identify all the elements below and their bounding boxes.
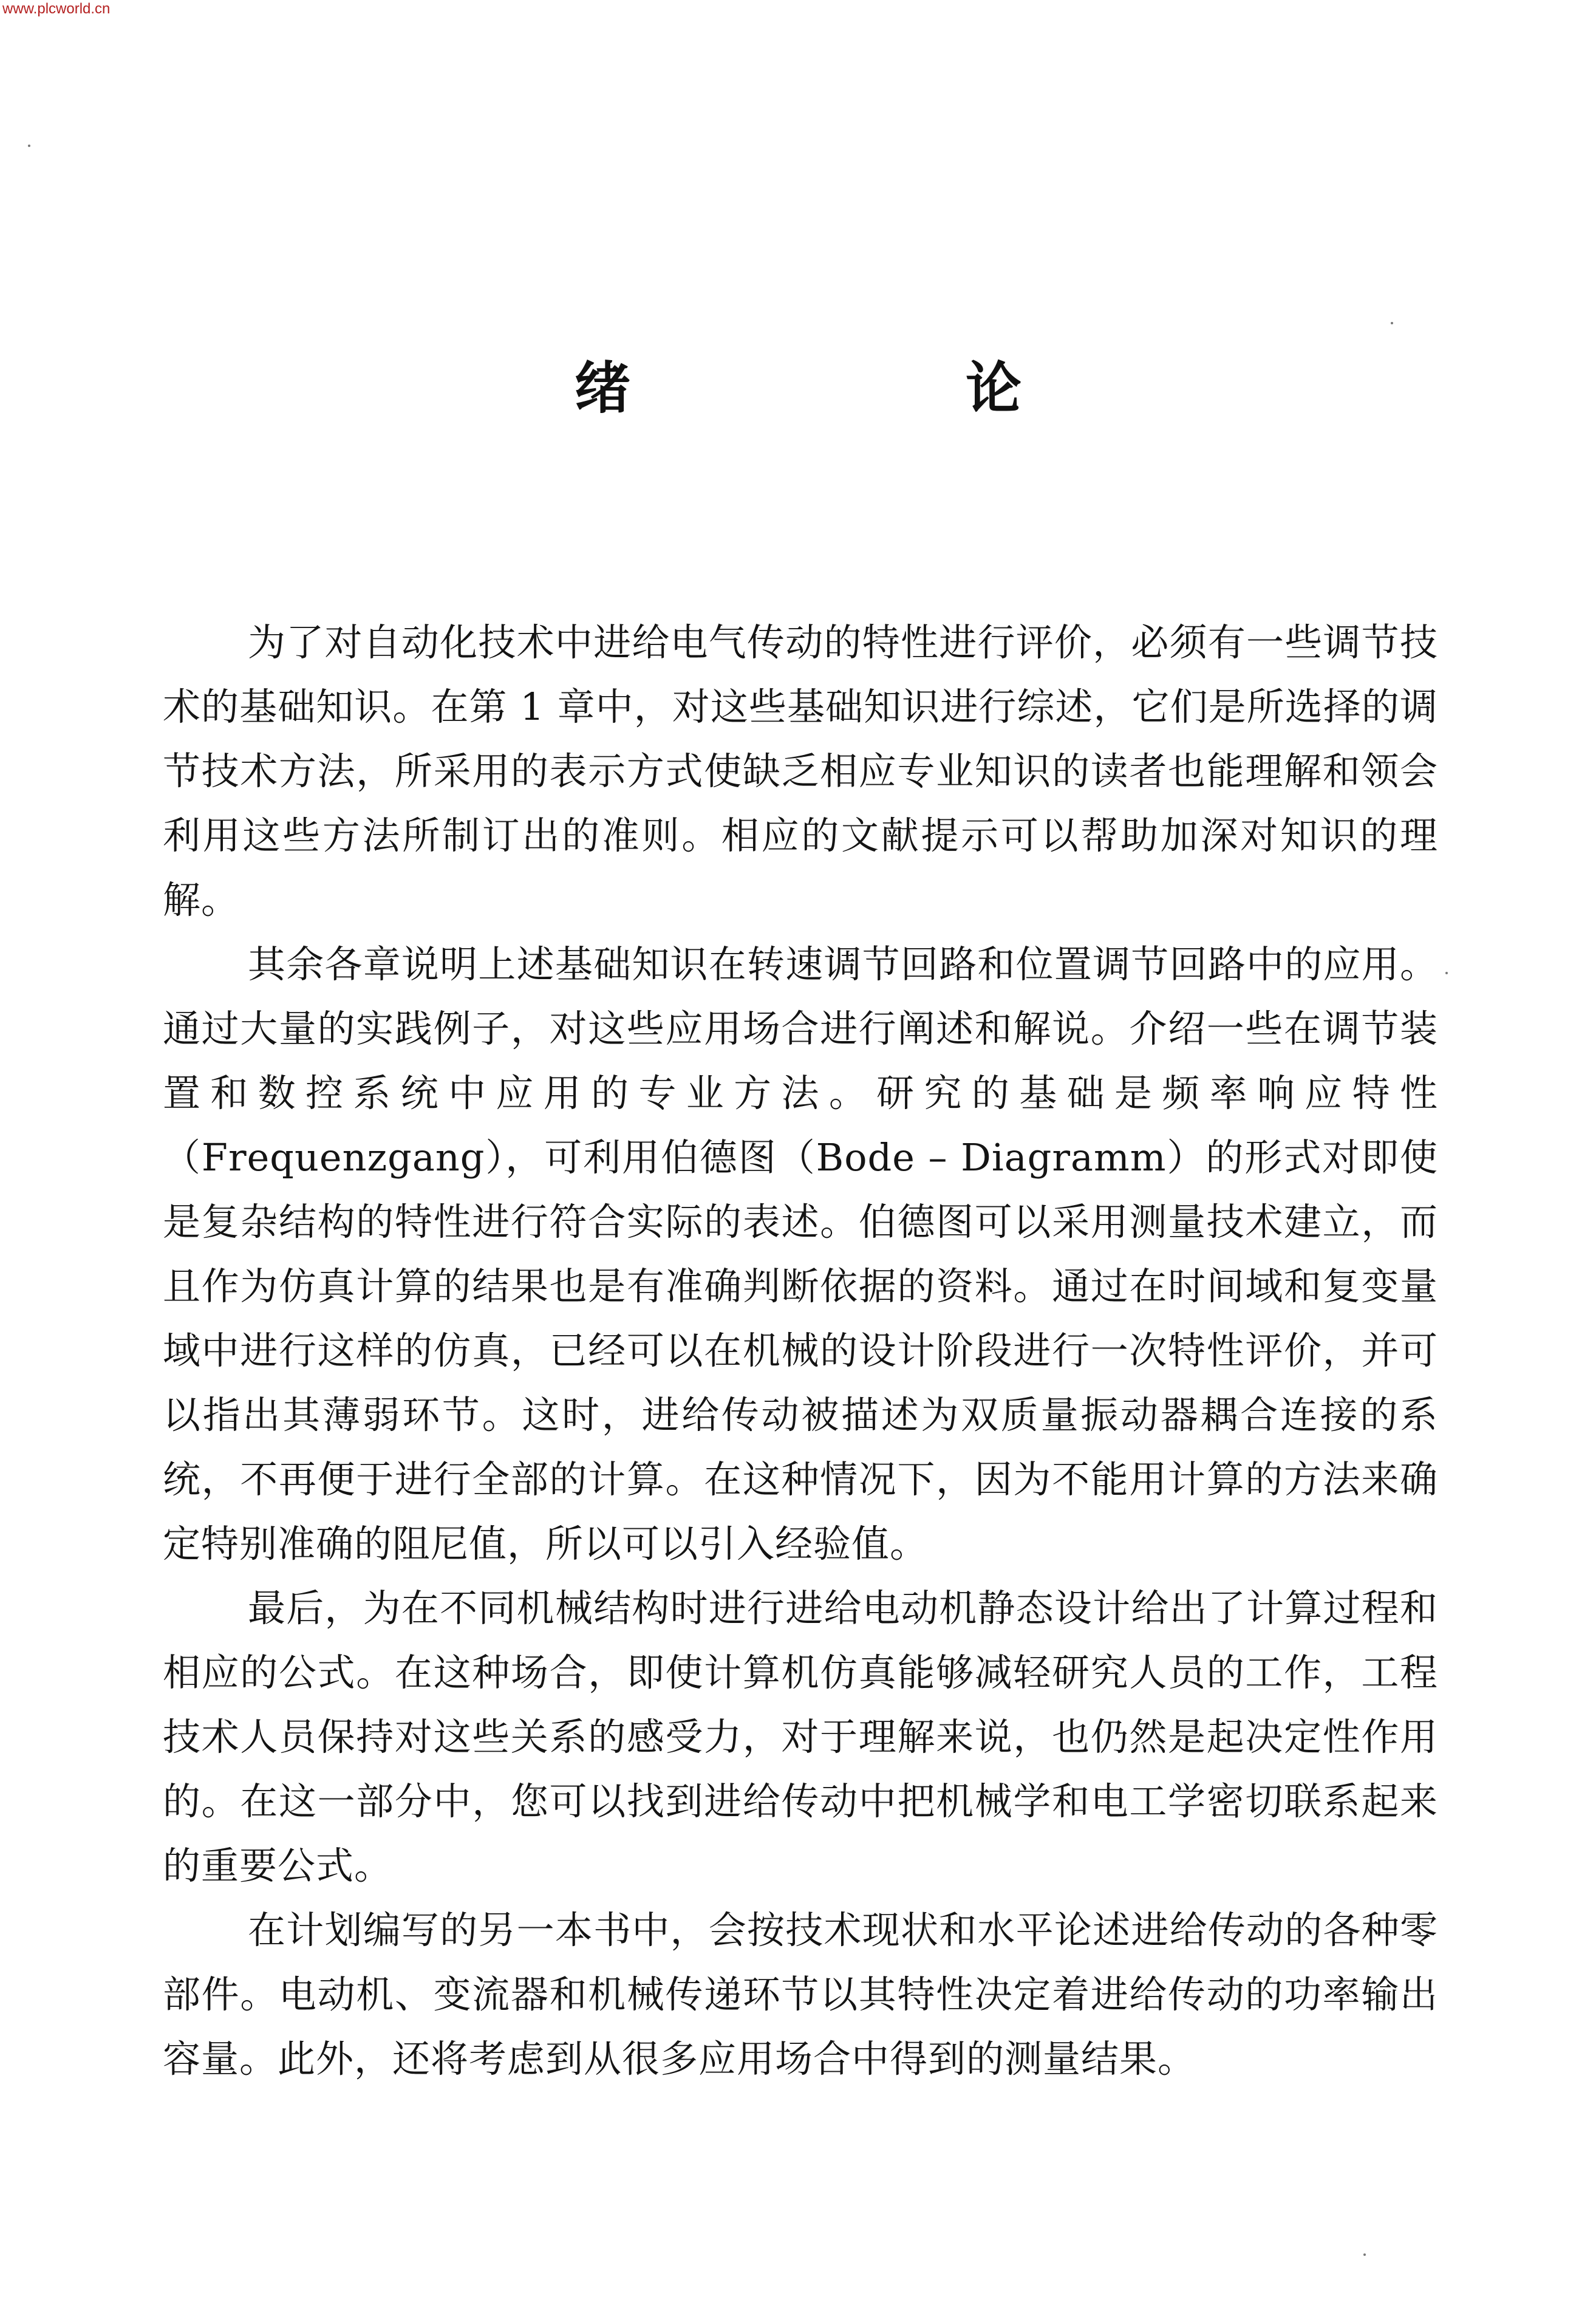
scan-speck: [1363, 2253, 1366, 2256]
watermark-url: www.plcworld.cn: [2, 1, 111, 17]
body-text: [163, 610, 1438, 2091]
paragraph-3: 最后，为在不同机械结构时进行进给电动机静态设计给出了计算过程和相应的公式。在这种场合，即使计算机仿真能够减轻研究人员的工作，工程技术人员保持对这些关系的感受力，对于理解来说，也仍然是起决定性作用的。在这一部分中，您可以找到进给传动中把机械学和电工学密切联系起来的重要公式。: [163, 1586, 1438, 1888]
scan-speck: [28, 145, 30, 147]
paragraph-1: 为了对自动化技术中进给电气传动的特性进行评价，必须有一些调节技术的基础知识。在第 1 章中，对这些基础知识进行综述，它们是所选择的调节技术方法，所采用的表示方式使缺乏相应专业知识的读者也能理解和领会利用这些方法所制订出的准则。相应的文献提示可以帮助加深对知识的理解。: [163, 620, 1438, 922]
scan-speck: [1445, 972, 1448, 974]
scan-speck: [1391, 322, 1393, 324]
page-title: 绪 论: [574, 356, 1161, 421]
paragraph-2: 其余各章说明上述基础知识在转速调节回路和位置调节回路中的应用。通过大量的实践例子，对这些应用场合进行阐述和解说。介绍一些在调节装置和数控系统中应用的专业方法。研究的基础是频率响应特性（Frequenzgang），可利用伯德图（Bode – Diagramm）的形式对即使是复杂结构的特性进行符合实际的表述。伯德图可以采用测量技术建立，而且作为仿真计算的结果也是有准确判断依据的资料。通过在时间域和复变量域中进行这样的仿真，已经可以在机械的设计阶段进行一次特性评价，并可以指出其薄弱环节。这时，进给传动被描述为双质量振动器耦合连接的系统，不再便于进行全部的计算。在这种情况下，因为不能用计算的方法来确定特别准确的阻尼值，所以可以引入经验值。: [163, 942, 1438, 1566]
paragraph-4: 在计划编写的另一本书中，会按技术现状和水平论述进给传动的各种零部件。电动机、变流器和机械传递环节以其特性决定着进给传动的功率输出容量。此外，还将考虑到从很多应用场合中得到的测量结果。: [163, 1908, 1438, 2081]
